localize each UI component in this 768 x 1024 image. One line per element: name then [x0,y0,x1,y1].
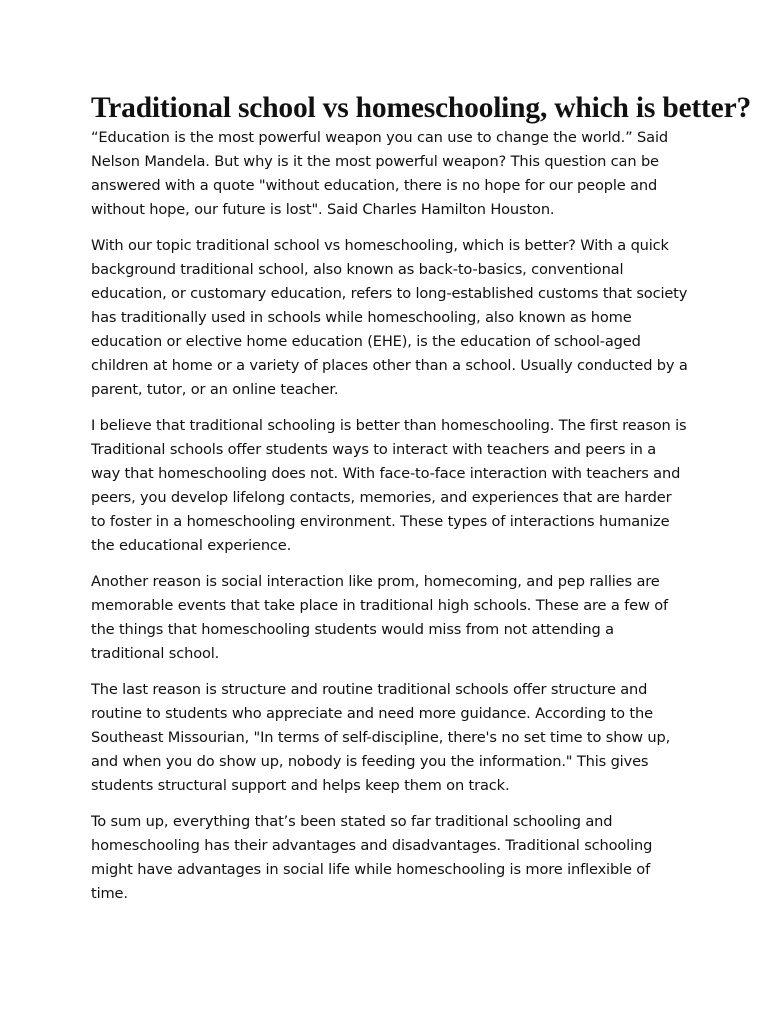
paragraph-second-reason: Another reason is social interaction like prom, homecoming, and pep rallies are memorable events that take place in traditional high schools. These are a few of the things that homeschooling students would miss from not attending a traditional school. [91,573,669,662]
paragraph-mandela-quote: “Education is the most powerful weapon you can use to change the world.” Said Nelson Mandela. But why is it the most powerful weapon? This question can be answered with a quote "without education, there is no hope for our people and without hope, our future is lost". Said Charles Hamilton Houston. [91,129,668,218]
document-title: Traditional school vs homeschooling, which is better? [91,92,752,124]
paragraph-conclusion: To sum up, everything that’s been stated so far traditional schooling and homeschooling has their advantages and disadvantages. Traditional schooling might have advantages in social life while homeschooling is more inflexible of time. [91,813,653,902]
paragraph-last-reason: The last reason is structure and routine traditional schools offer structure and routine to students who appreciate and need more guidance. According to the Southeast Missourian, "In terms of self-discipline, there's no set time to show up, and when you do show up, nobody is feeding you the information." This gives students structural support and helps keep them on track. [91,681,671,794]
paragraph-first-reason: I believe that traditional schooling is better than homeschooling. The first reason is Traditional schools offer students ways to interact with teachers and peers in a way that homeschooling does not. With face-to-face interaction with teachers and peers, you develop lifelong contacts, memories, and experiences that are harder to foster in a homeschooling environment. These types of interactions humanize the educational experience. [91,417,687,554]
paragraph-background: With our topic traditional school vs homeschooling, which is better? With a quick background traditional school, also known as back-to-basics, conventional education, or customary education, refers to long-established customs that society has traditionally used in schools while homeschooling, also known as home education or elective home education (EHE), is the education of school-aged children at home or a variety of places other than a school. Usually conducted by a parent, tutor, or an online teacher. [91,237,688,398]
